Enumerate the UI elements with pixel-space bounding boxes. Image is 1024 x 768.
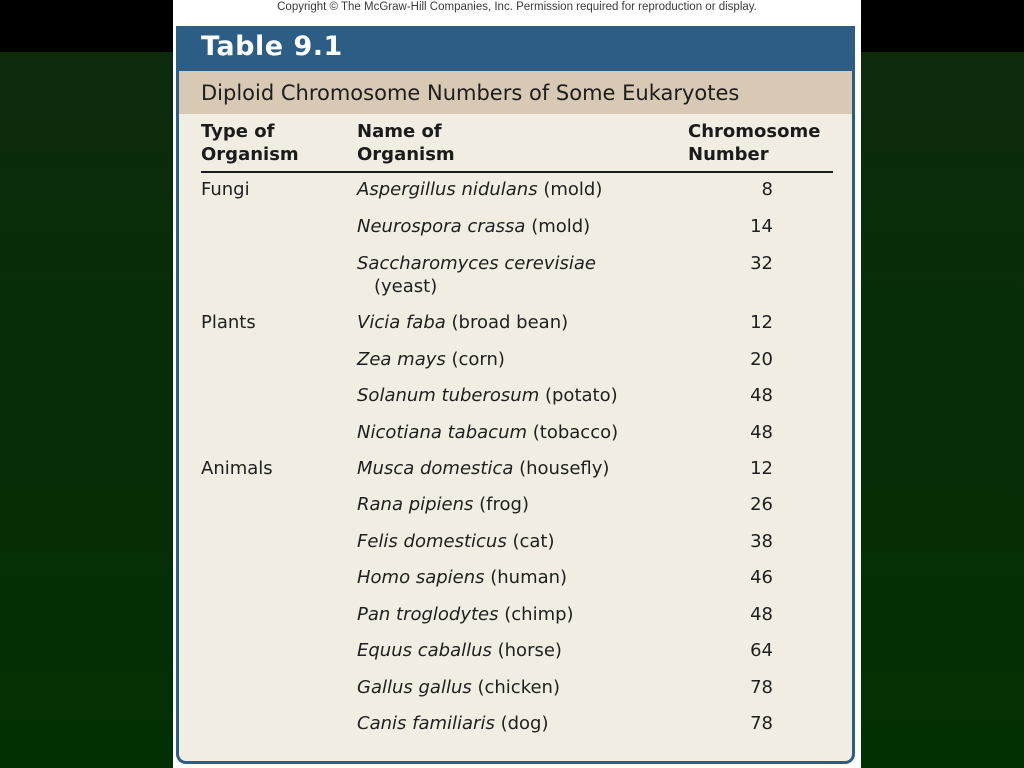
table-row [179, 712, 855, 748]
scientific-name: Vicia faba [357, 312, 446, 333]
chromosome-number-cell: 32 [750, 253, 773, 274]
table-row [179, 603, 855, 639]
copyright-notice: Copyright © The McGraw-Hill Companies, Inc. Permission required for reproduction or display. [277, 1, 757, 13]
scientific-name: Saccharomyces cerevisiae [357, 253, 596, 274]
slide-frame [173, 0, 861, 768]
common-name: (tobacco) [532, 422, 619, 443]
scientific-name: Aspergillus nidulans [357, 179, 538, 200]
chromosome-number-cell: 48 [750, 422, 773, 443]
common-name: (housefly) [519, 458, 610, 479]
title-bar [176, 26, 855, 71]
table-row [179, 348, 855, 384]
chromosome-number-cell: 8 [761, 179, 773, 200]
common-name: (mold) [543, 179, 603, 200]
scientific-name: Canis familiaris [357, 713, 495, 734]
table-row [179, 178, 855, 214]
organism-name-cell [357, 457, 609, 480]
common-name: (yeast) [374, 276, 438, 297]
table-row [179, 493, 855, 529]
chromosome-number-cell: 48 [750, 604, 773, 625]
chromosome-number-cell: 78 [750, 713, 773, 734]
scientific-name: Gallus gallus [357, 677, 472, 698]
organism-type-cell: Animals [201, 458, 273, 479]
table-row [179, 676, 855, 712]
common-name: (potato) [544, 385, 618, 406]
common-name: (dog) [500, 713, 549, 734]
chromosome-number-cell: 26 [750, 494, 773, 515]
scientific-name: Felis domesticus [357, 531, 507, 552]
table-row [179, 421, 855, 457]
chromosome-number-cell: 46 [750, 567, 773, 588]
chromosome-number-cell: 78 [750, 677, 773, 698]
organism-name-cell [357, 530, 554, 553]
header-name-of-organism: Name of Organism [357, 121, 455, 165]
chromosome-number-cell: 48 [750, 385, 773, 406]
chromosome-number-cell: 12 [750, 312, 773, 333]
organism-name-cell [357, 311, 568, 334]
table-row [179, 252, 855, 297]
chromosome-number-cell: 64 [750, 640, 773, 661]
organism-name-cell [357, 421, 618, 444]
subtitle-bar [179, 71, 855, 114]
scientific-name: Nicotiana tabacum [357, 422, 528, 443]
table-row [179, 530, 855, 566]
organism-name-cell [357, 178, 602, 201]
organism-type-cell: Fungi [201, 179, 250, 200]
chromosome-number-cell: 12 [750, 458, 773, 479]
common-name: (frog) [479, 494, 529, 515]
organism-name-cell [357, 603, 574, 626]
organism-name-cell [357, 384, 618, 407]
scientific-name: Musca domestica [357, 458, 514, 479]
common-name: (broad bean) [451, 312, 569, 333]
common-name: (corn) [451, 349, 505, 370]
table-row [179, 215, 855, 251]
chromosome-number-cell: 20 [750, 349, 773, 370]
common-name: (cat) [512, 531, 555, 552]
scientific-name: Homo sapiens [357, 567, 485, 588]
table-row [179, 639, 855, 675]
organism-name-cell [357, 348, 505, 371]
scientific-name: Solanum tuberosum [357, 385, 540, 406]
table-row [179, 311, 855, 347]
table-row [179, 566, 855, 602]
header-rule [201, 171, 833, 173]
common-name: (human) [490, 567, 568, 588]
common-name: (chicken) [477, 677, 560, 698]
organism-name-cell [357, 252, 596, 298]
header-type-of-organism: Type of Organism [201, 121, 299, 165]
organism-name-cell [357, 676, 560, 699]
common-name: (horse) [497, 640, 562, 661]
chromosome-number-cell: 38 [750, 531, 773, 552]
table-row [179, 457, 855, 493]
table-title: Table 9.1 [201, 31, 343, 62]
scientific-name: Pan troglodytes [357, 604, 499, 625]
table-row [179, 384, 855, 420]
scientific-name: Equus caballus [357, 640, 492, 661]
organism-name-cell [357, 215, 590, 238]
scientific-name: Rana pipiens [357, 494, 474, 515]
organism-name-cell [357, 566, 567, 589]
header-chromosome-number: Chromosome Number [688, 121, 821, 165]
chromosome-number-cell: 14 [750, 216, 773, 237]
common-name: (chimp) [504, 604, 574, 625]
scientific-name: Zea mays [357, 349, 446, 370]
organism-type-cell: Plants [201, 312, 256, 333]
organism-name-cell [357, 493, 529, 516]
organism-name-cell [357, 639, 562, 662]
organism-name-cell [357, 712, 548, 735]
common-name: (mold) [531, 216, 591, 237]
table-subtitle: Diploid Chromosome Numbers of Some Eukaryotes [201, 81, 740, 105]
table-card [176, 26, 855, 764]
scientific-name: Neurospora crassa [357, 216, 526, 237]
